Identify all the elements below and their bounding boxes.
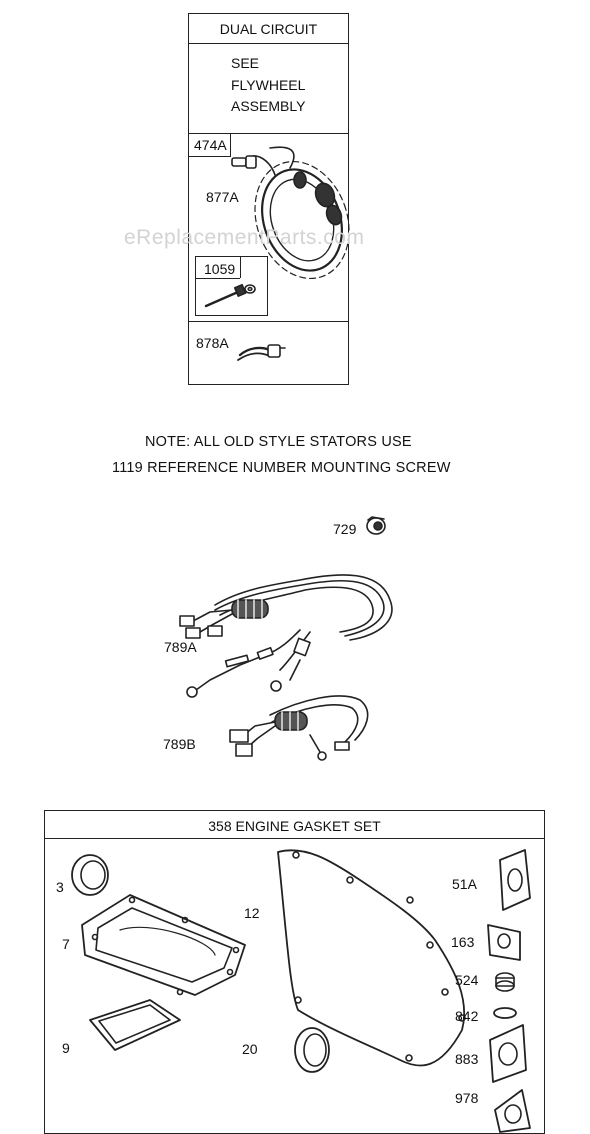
stator-box-title: DUAL CIRCUIT [219,21,318,37]
part-label-789b: 789B [163,736,196,752]
see-line-2: FLYWHEEL [231,77,306,93]
see-line-1: SEE [231,55,260,71]
part-label-978: 978 [455,1090,479,1106]
screw-1059-box-divider [195,278,240,279]
part-label-789a: 789A [164,639,197,655]
gasket-set-title-divider [44,838,545,839]
stator-box-878a-divider [188,321,349,322]
part-label-12: 12 [244,905,260,921]
note-line-1: NOTE: ALL OLD STYLE STATORS USE [145,434,412,450]
harness-789b-drawing [230,696,368,760]
part-label-474a: 474A [194,137,227,153]
part-label-842: 842 [455,1008,479,1024]
part-label-878a: 878A [196,335,229,351]
part-label-9: 9 [62,1040,70,1056]
part-label-163: 163 [451,934,475,950]
part-label-883: 883 [455,1051,479,1067]
part-label-20: 20 [242,1041,258,1057]
note-line-2: 1119 REFERENCE NUMBER MOUNTING SCREW [112,460,451,476]
stator-box-title-divider [188,43,349,44]
see-line-3: ASSEMBLY [231,98,306,114]
part-label-1059: 1059 [204,261,236,277]
gasket-set-title: 358 ENGINE GASKET SET [208,818,381,834]
harness-789a-drawing [180,575,392,697]
screw-1059-box-label-divider [240,256,241,278]
grommet-729-drawing [367,517,385,534]
part-label-51a: 51A [452,876,477,892]
part-label-3: 3 [56,879,64,895]
watermark: eReplacementParts.com [124,226,365,249]
part-label-877a: 877A [206,189,239,205]
part-label-7: 7 [62,936,70,952]
part-label-524: 524 [455,972,479,988]
part-label-729: 729 [333,521,357,537]
